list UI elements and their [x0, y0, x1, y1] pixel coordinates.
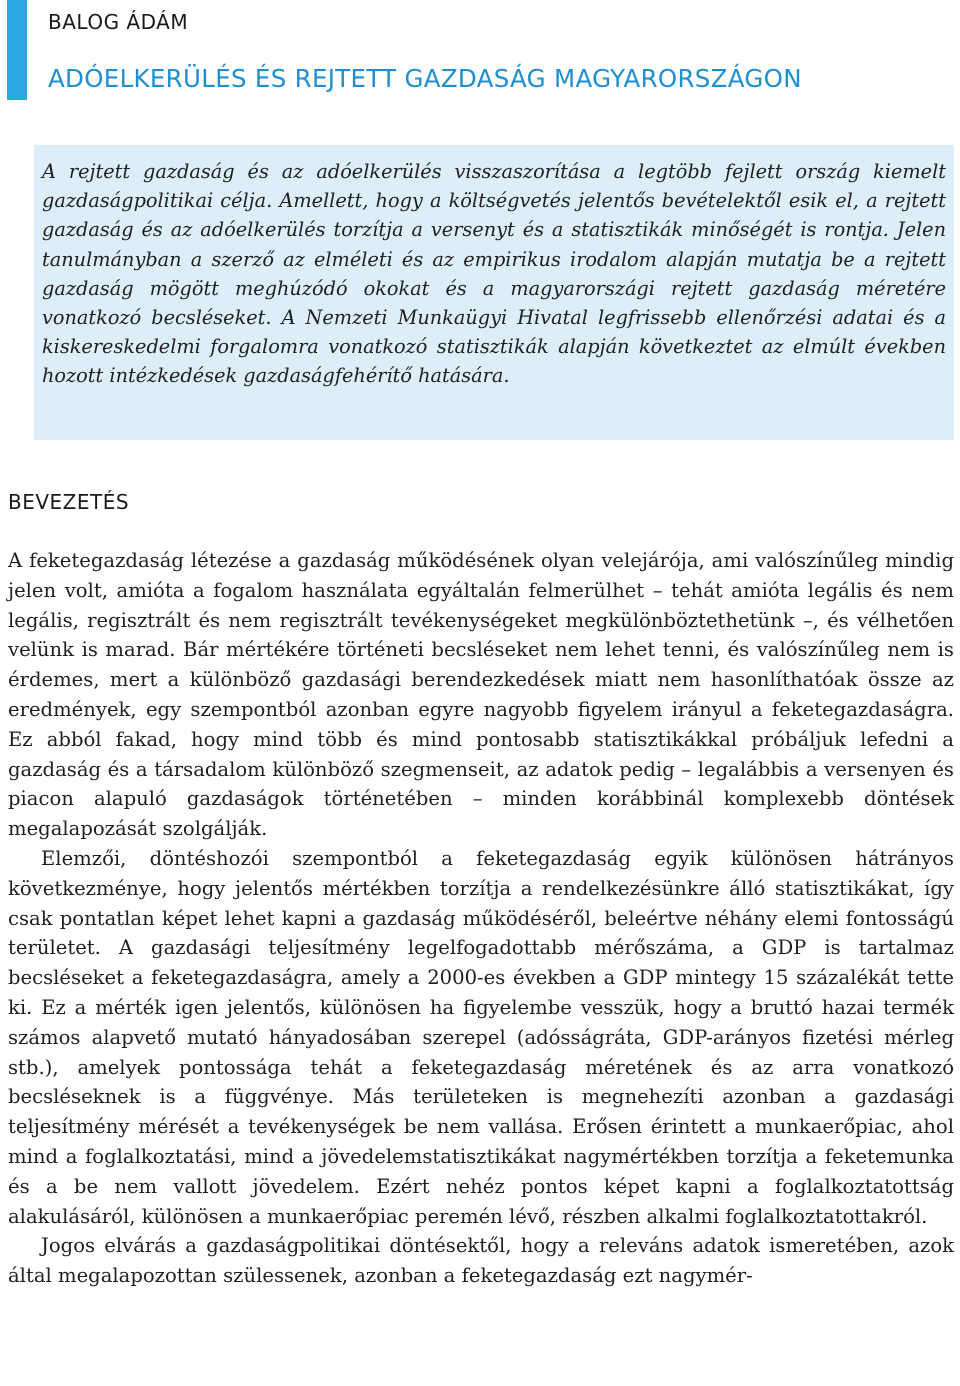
abstract-box [34, 145, 954, 440]
paragraph-2: Elemzői, döntéshozói szempontból a feketegazdaság egyik különösen hátrányos következménye, hogy jelentős mértékben torzítja a rendelkezésünkre álló statisztikákat, így csak pontatlan képet lehet kapni a gazdaság működéséről, beleértve néhány elemi fontosságú területet. A gazdasági teljesítmény legelfogadottabb mérőszáma, a GDP is tartalmaz becsléseket a feketegazdaságra, amely a 2000-es években a GDP mintegy 15 százalékát tette ki. Ez a mérték igen jelentős, különösen ha figyelembe vesszük, hogy a bruttó hazai termék számos alapvető mutató hányadosában szerepel (adósságráta, GDP-arányos fizetési mérleg stb.), amelyek pontossága tehát a feketegazdaság méretének és az arra vonatkozó becsléseknek is a függvénye. Más területeken is megnehezíti azonban a gazdasági teljesítmény mérését a tevékenységek be nem vallása. Erősen érintett a munkaerőpiac, ahol mind a foglalkoztatási, mind a jövedelemstatisztikákat nagymértékben torzítja a feketemunka és a be nem vallott jövedelem. Ezért nehéz pontos képet kapni a foglalkoztatottság alakulásáról, különösen a munkaerőpiac peremén lévő, részben alkalmi foglalkoztatottakról. [8, 846, 954, 1228]
section-heading: BEVEZETÉS [8, 490, 130, 514]
paragraph-3: Jogos elvárás a gazdaságpolitikai döntésektől, hogy a releváns adatok ismeretében, azok által megalapozottan szülessenek, azonban a feketegazdaság ezt nagymér- [8, 1234, 954, 1288]
paragraph-1: A feketegazdaság létezése a gazdaság működésének olyan velejárója, ami valószínűleg mindig jelen volt, amióta a fogalom használata egyáltalán felmerülhet – tehát amióta legális és nem legális, regisztrált és nem regisztrált tevékenységeket megkülönböztethetünk –, és vélhetően velünk is marad. Bár mértékére történeti becsléseket nem lehet tenni, és valószínűleg nem is érdemes, mert a különböző gazdasági berendezkedések miatt nem hasonlíthatóak össze az eredmények, egy szempontból azonban egyre nagyobb figyelem irányul a feketegazdaságra. Ez abból fakad, hogy mind több és mind pontosabb statisztikákkal próbáljuk lefedni a gazdaság és a társadalom különböző szegmenseit, az adatok pedig – legalábbis a versenyen és piacon alapuló gazdaságok történetében – minden korábbinál komplexebb döntések megalapozását szolgálják. [8, 549, 954, 841]
accent-bar [7, 0, 27, 100]
body-text [8, 546, 954, 1291]
abstract-text: A rejtett gazdaság és az adóelkerülés visszaszorítása a legtöbb fejlett ország kiemelt gazdaságpolitikai célja. Amellett, hogy a költségvetés jelentős bevételektől esik el, a rejtett gazdaság és az adóelkerülés torzítja a versenyt és a statisztikák minőségét is rontja. Jelen tanulmányban a szerző az elméleti és az empirikus irodalom alapján mutatja be a rejtett gazdaság mögött meghúzódó okokat és a magyarországi rejtett gazdaság méretére vonatkozó becsléseket. A Nemzeti Munkaügyi Hivatal legfrissebb ellenőrzési adatai és a kiskereskedelmi forgalomra vonatkozó statisztikák alapján következtet az elmúlt években hozott intézkedések gazdaságfehérítő hatására. [42, 160, 946, 388]
author-name: BALOG ÁDÁM [48, 10, 189, 34]
article-title: ADÓELKERÜLÉS ÉS REJTETT GAZDASÁG MAGYARORSZÁGON [48, 64, 802, 93]
